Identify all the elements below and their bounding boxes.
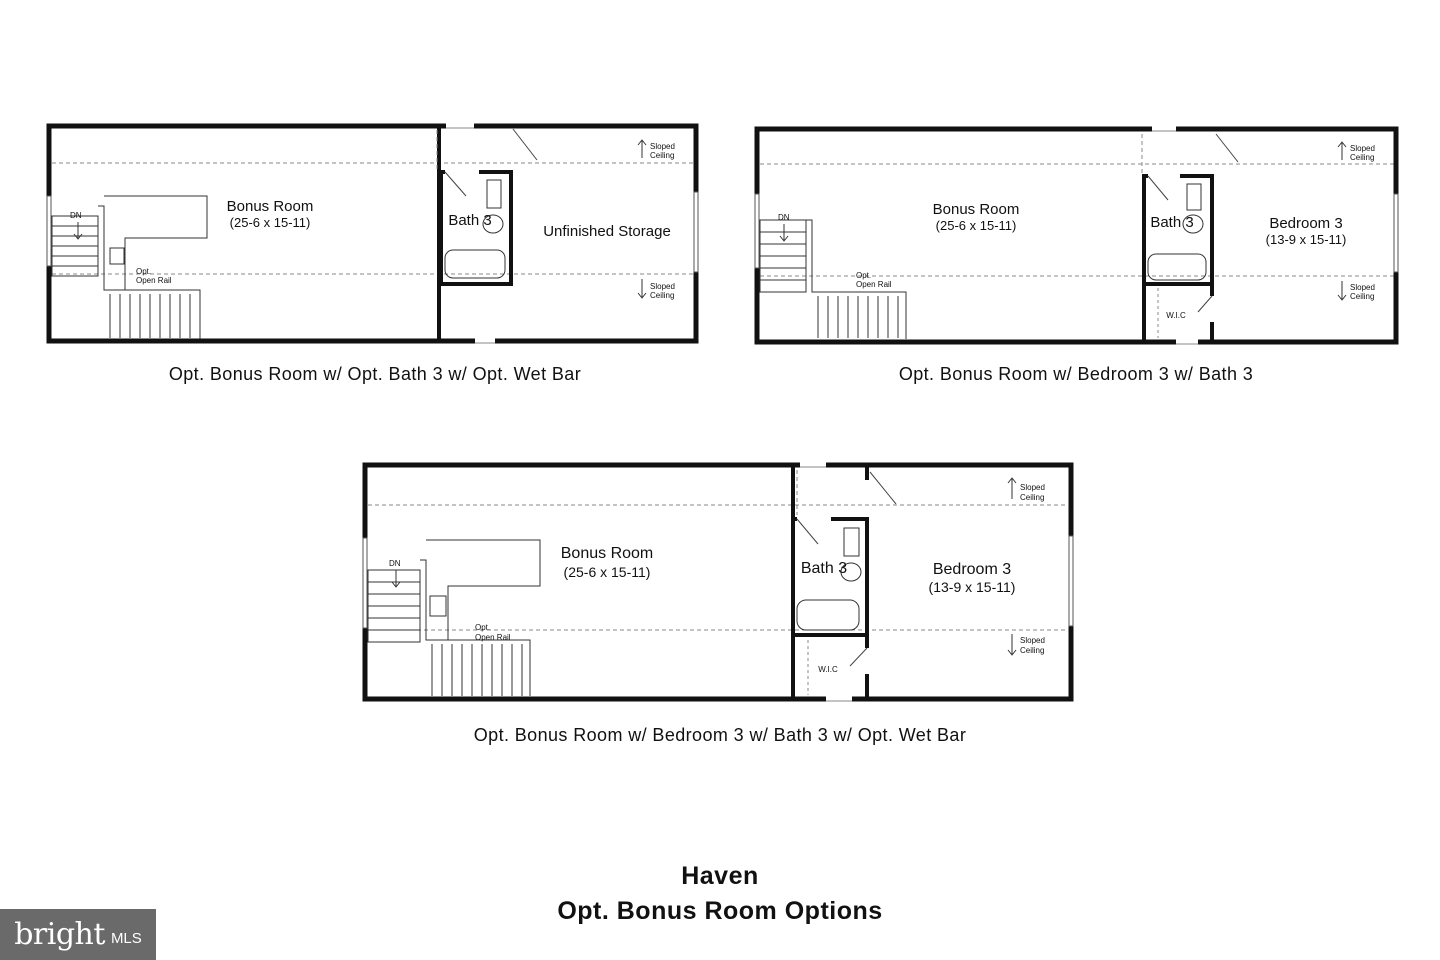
plan-2-rail-note-2: Open Rail <box>856 280 892 289</box>
plan-2-slope-top-1: Sloped <box>1350 144 1375 153</box>
plan-1-caption: Opt. Bonus Room w/ Opt. Bath 3 w/ Opt. Wet Bar <box>168 364 582 384</box>
plan-3-bonus-room-dims: (25-6 x 15-11) <box>563 564 651 580</box>
plan-3-slope-bottom-2: Ceiling <box>1020 646 1045 655</box>
plan-3-rail-note-1: Opt. <box>475 623 491 632</box>
plan-2-caption: Opt. Bonus Room w/ Bedroom 3 w/ Bath 3 <box>898 364 1254 384</box>
plan-2-bath-label: Bath 3 <box>1150 214 1194 231</box>
plan-1-bonus-room-label: Bonus Room <box>226 198 314 215</box>
plan-1-slope-top-2: Ceiling <box>650 151 675 160</box>
plan-2-bedroom-dims: (13-9 x 15-11) <box>1265 232 1347 247</box>
plan-2-bedroom-label: Bedroom 3 <box>1269 215 1343 232</box>
plan-2-stair-label: DN <box>778 213 790 222</box>
plan-2-bonus-room-dims: (25-6 x 15-11) <box>935 218 1017 233</box>
plan-3 <box>363 465 1073 745</box>
plan-3-slope-bottom-1: Sloped <box>1020 636 1045 645</box>
plan-3-rail-note-2: Open Rail <box>475 633 511 642</box>
plan-2-rail-note-1: Opt. <box>856 271 872 280</box>
plan-3-stair-label: DN <box>389 559 401 568</box>
plan-1-storage-label: Unfinished Storage <box>543 223 671 240</box>
plan-3-bedroom-dims: (13-9 x 15-11) <box>928 579 1016 595</box>
plan-3-slope-top-1: Sloped <box>1020 483 1045 492</box>
plan-2 <box>755 129 1398 384</box>
plan-3-bath-label: Bath 3 <box>800 560 848 577</box>
plan-1-slope-bottom-1: Sloped <box>650 282 675 291</box>
plan-2-slope-bottom-2: Ceiling <box>1350 292 1375 301</box>
watermark-brand: bright <box>14 917 105 952</box>
plan-1-bath-label: Bath 3 <box>448 212 492 229</box>
plan-2-slope-top-2: Ceiling <box>1350 153 1375 162</box>
plan-2-bonus-room-label: Bonus Room <box>932 201 1020 218</box>
plan-1-bonus-room-dims: (25-6 x 15-11) <box>229 215 311 230</box>
plan-1-rail-note-1: Opt. <box>136 267 152 276</box>
plan-3-slope-top-2: Ceiling <box>1020 493 1045 502</box>
plan-3-bedroom-label: Bedroom 3 <box>932 561 1012 578</box>
plan-3-bonus-room-label: Bonus Room <box>560 545 654 562</box>
plan-1 <box>47 126 698 384</box>
plan-1-slope-top-1: Sloped <box>650 142 675 151</box>
plan-2-slope-bottom-1: Sloped <box>1350 283 1375 292</box>
document-title: Haven <box>681 862 759 890</box>
document-subtitle: Opt. Bonus Room Options <box>557 897 883 925</box>
plan-3-caption: Opt. Bonus Room w/ Bedroom 3 w/ Bath 3 w/ Opt. Wet Bar <box>473 725 967 745</box>
plan-1-slope-bottom-2: Ceiling <box>650 291 675 300</box>
plan-1-stair-label: DN <box>70 211 82 220</box>
plan-2-closet-label: W.I.C <box>1166 311 1186 320</box>
plan-3-closet-label: W.I.C <box>818 665 838 674</box>
bright-mls-watermark <box>0 909 156 960</box>
plan-1-rail-note-2: Open Rail <box>136 276 172 285</box>
watermark-suffix: MLS <box>110 930 142 947</box>
